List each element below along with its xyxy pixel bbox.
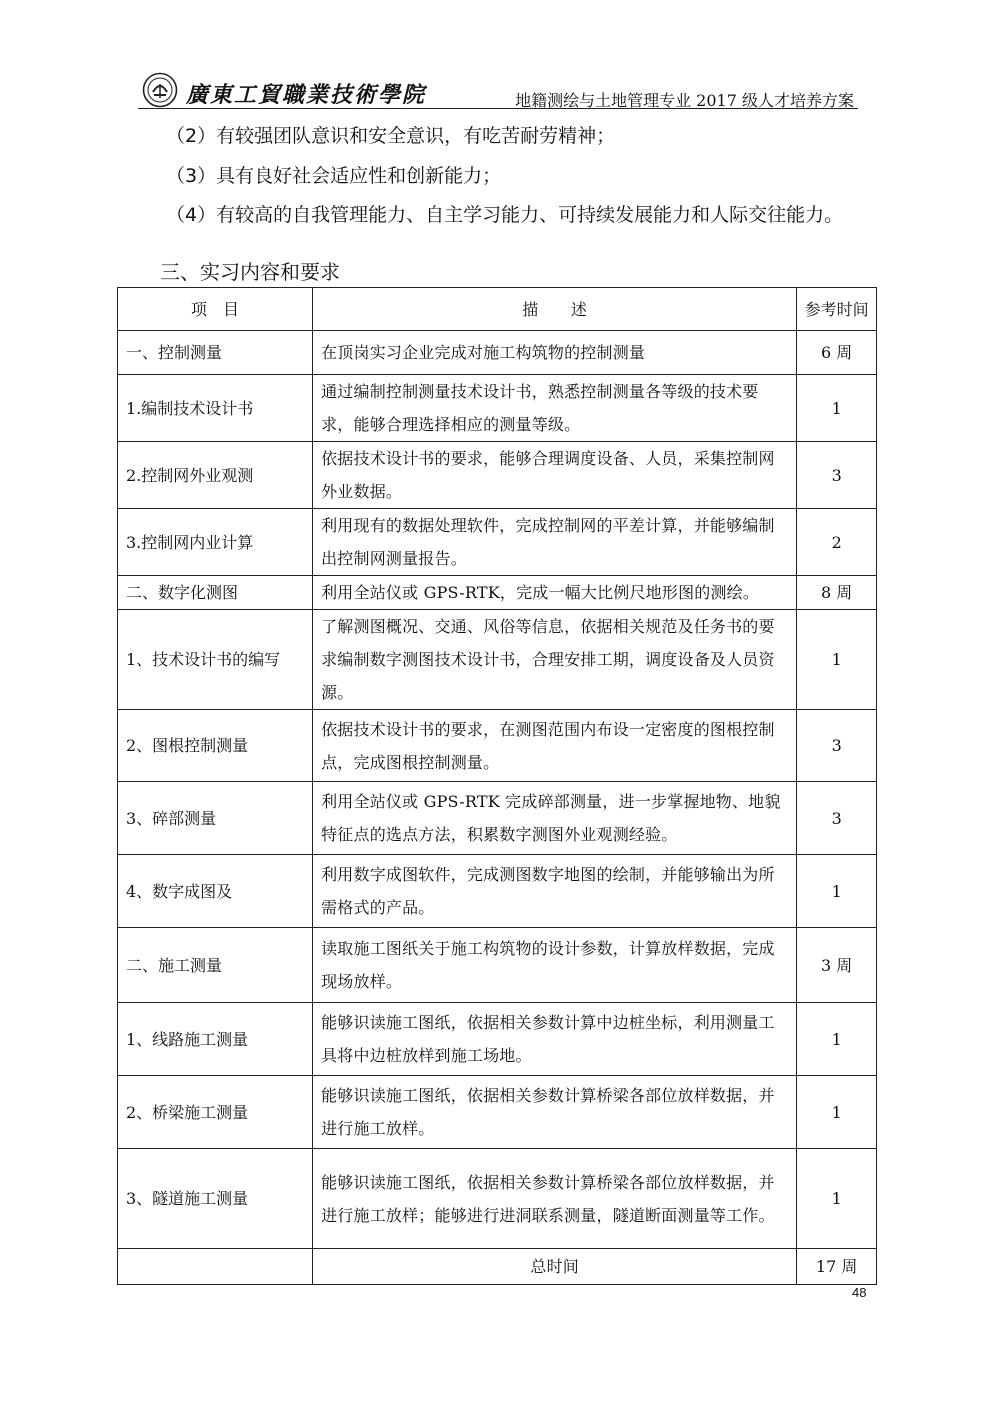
- row-item: 二、施工测量: [118, 928, 313, 1003]
- row-time: 3: [797, 442, 877, 509]
- table-row: [118, 442, 877, 509]
- school-logo-icon: [142, 72, 178, 108]
- table-row: [118, 375, 877, 442]
- table-header-row: [118, 288, 877, 331]
- row-item: 二、数字化测图: [118, 576, 313, 610]
- section-title: 三、实习内容和要求: [160, 260, 340, 284]
- page-number: 48: [852, 1285, 867, 1300]
- row-time: 1: [797, 855, 877, 928]
- row-description: 利用全站仪或 GPS-RTK 完成碎部测量，进一步掌握地物、地貌特征点的选点方法，积累数字测图外业观测经验。: [313, 782, 797, 855]
- table-row: [118, 610, 877, 710]
- row-time: 1: [797, 1076, 877, 1149]
- row-time: 1: [797, 1003, 877, 1076]
- row-time: 1: [797, 375, 877, 442]
- table-row: [118, 782, 877, 855]
- row-description: 能够识读施工图纸，依据相关参数计算桥梁各部位放样数据，并进行施工放样；能够进行进洞联系测量，隧道断面测量等工作。: [313, 1149, 797, 1249]
- row-description: 了解测图概况、交通、风俗等信息，依据相关规范及任务书的要求编制数字测图技术设计书，合理安排工期，调度设备及人员资源。: [313, 610, 797, 710]
- row-item: 4、数字成图及: [118, 855, 313, 928]
- row-item: 3、隧道施工测量: [118, 1149, 313, 1249]
- row-time: 3: [797, 782, 877, 855]
- row-description: 读取施工图纸关于施工构筑物的设计参数，计算放样数据，完成现场放样。: [313, 928, 797, 1003]
- paragraph-4: （4）有较高的自我管理能力、自主学习能力、可持续发展能力和人际交往能力。: [166, 204, 844, 226]
- row-time: 2: [797, 509, 877, 576]
- row-item: 2、桥梁施工测量: [118, 1076, 313, 1149]
- row-description: 利用现有的数据处理软件，完成控制网的平差计算，并能够编制出控制网测量报告。: [313, 509, 797, 576]
- total-time: 17 周: [797, 1249, 877, 1285]
- row-description: 能够识读施工图纸，依据相关参数计算桥梁各部位放样数据，并进行施工放样。: [313, 1076, 797, 1149]
- row-description: 依据技术设计书的要求，能够合理调度设备、人员，采集控制网外业数据。: [313, 442, 797, 509]
- table-total-row: [118, 1249, 877, 1285]
- school-name: 廣東工貿職業技術學院: [186, 82, 427, 108]
- document-title: 地籍测绘与土地管理专业 2017 级人才培养方案: [515, 91, 854, 110]
- row-item: 1.编制技术设计书: [118, 375, 313, 442]
- table-row: [118, 331, 877, 375]
- header-description: 描 述: [313, 288, 797, 331]
- row-description: 依据技术设计书的要求，在测图范围内布设一定密度的图根控制点，完成图根控制测量。: [313, 710, 797, 782]
- total-label: 总时间: [313, 1249, 797, 1285]
- row-description: 通过编制控制测量技术设计书，熟悉控制测量各等级的技术要求，能够合理选择相应的测量等级。: [313, 375, 797, 442]
- paragraph-2: （2）有较强团队意识和安全意识，有吃苦耐劳精神；: [166, 125, 616, 147]
- row-item: 1、技术设计书的编写: [118, 610, 313, 710]
- table-row: [118, 1003, 877, 1076]
- table-row: [118, 855, 877, 928]
- table-row: [118, 1149, 877, 1249]
- page-header: [138, 64, 858, 110]
- row-time: 3 周: [797, 928, 877, 1003]
- row-description: 在顶岗实习企业完成对施工构筑物的控制测量: [313, 331, 797, 375]
- table-row: [118, 710, 877, 782]
- row-description: 利用数字成图软件，完成测图数字地图的绘制，并能够输出为所需格式的产品。: [313, 855, 797, 928]
- table-row: [118, 509, 877, 576]
- header-divider: [138, 108, 858, 109]
- internship-table: [117, 287, 877, 1285]
- row-item: 1、线路施工测量: [118, 1003, 313, 1076]
- table-row: [118, 928, 877, 1003]
- header-time: 参考时间: [797, 288, 877, 331]
- row-item: 2.控制网外业观测: [118, 442, 313, 509]
- paragraph-3: （3）具有良好社会适应性和创新能力；: [166, 165, 502, 187]
- row-item: 3.控制网内业计算: [118, 509, 313, 576]
- total-empty-cell: [118, 1249, 313, 1285]
- row-time: 1: [797, 610, 877, 710]
- row-item: 一、控制测量: [118, 331, 313, 375]
- header-item: 项 目: [118, 288, 313, 331]
- table-row: [118, 576, 877, 610]
- row-description: 能够识读施工图纸，依据相关参数计算中边桩坐标，利用测量工具将中边桩放样到施工场地。: [313, 1003, 797, 1076]
- table-row: [118, 1076, 877, 1149]
- row-item: 3、碎部测量: [118, 782, 313, 855]
- row-description: 利用全站仪或 GPS-RTK，完成一幅大比例尺地形图的测绘。: [313, 576, 797, 610]
- row-item: 2、图根控制测量: [118, 710, 313, 782]
- row-time: 1: [797, 1149, 877, 1249]
- row-time: 3: [797, 710, 877, 782]
- row-time: 6 周: [797, 331, 877, 375]
- row-time: 8 周: [797, 576, 877, 610]
